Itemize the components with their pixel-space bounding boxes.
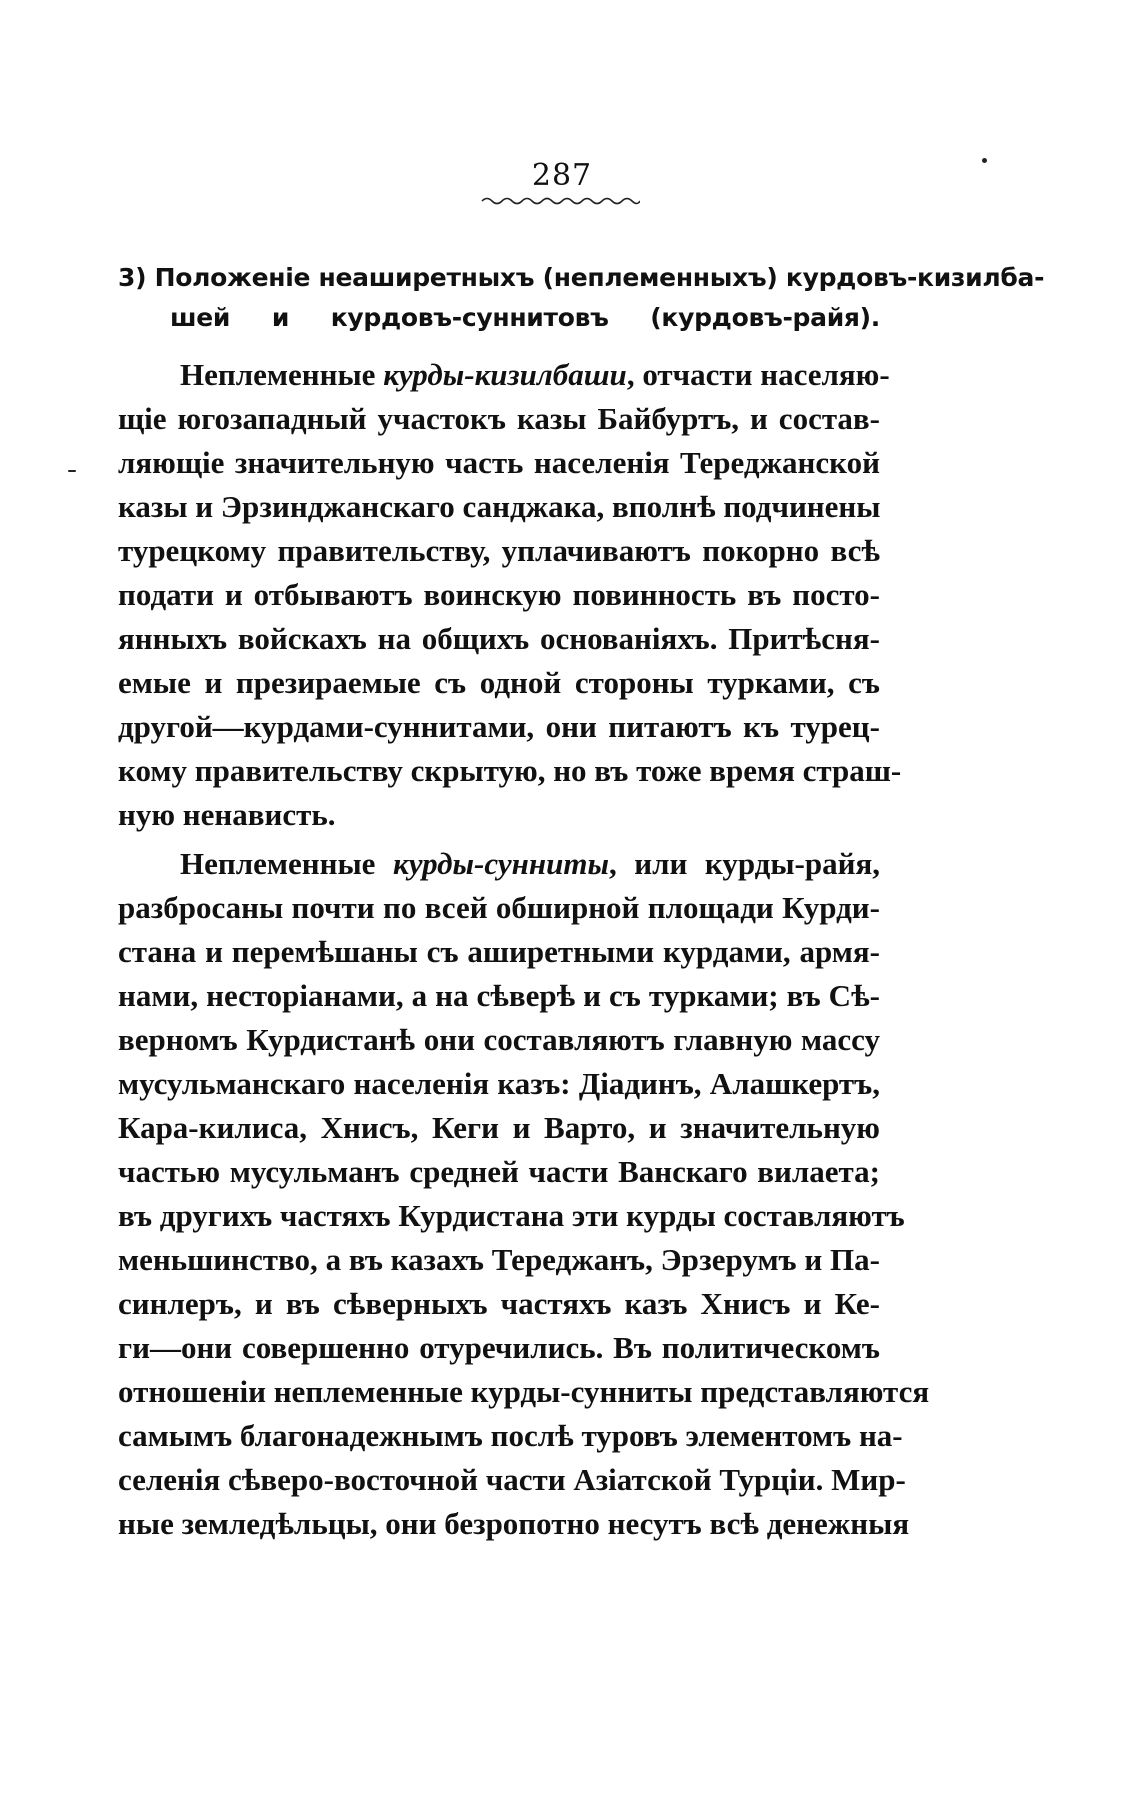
italic-term: курды-кизилбаши bbox=[383, 357, 627, 392]
text-line bbox=[118, 1282, 880, 1326]
text-line bbox=[118, 441, 880, 485]
text-run: синлеръ, и въ сѣверныхъ частяхъ казъ Хнисъ и Ке- bbox=[118, 1286, 880, 1321]
text-line bbox=[118, 1502, 910, 1546]
text-run: частью мусульманъ средней части Ванскаго вилаета; bbox=[118, 1154, 880, 1189]
text-line bbox=[118, 1414, 903, 1458]
text-line bbox=[118, 1194, 905, 1238]
text-run: верномъ Курдистанѣ они составляютъ главную массу bbox=[118, 1022, 880, 1057]
text-run: отношеніи неплеменные курды-сунниты представляются bbox=[118, 1374, 930, 1409]
paragraph bbox=[118, 353, 902, 837]
text-line bbox=[118, 842, 880, 886]
paragraph bbox=[118, 842, 930, 1546]
text-line bbox=[118, 353, 890, 397]
ornamental-rule-icon bbox=[480, 196, 640, 206]
text-run: ные земледѣльцы, они безропотно несутъ всѣ денежныя bbox=[118, 1506, 910, 1541]
text-line bbox=[118, 661, 880, 705]
heading-line-1: 3) Положеніе неаширетныхъ (неплеменныхъ) курдовъ-кизилба- bbox=[118, 263, 1045, 292]
italic-term: курды-сунниты bbox=[393, 846, 609, 881]
text-line bbox=[118, 1018, 880, 1062]
text-run: меньшинство, а въ казахъ Тереджанъ, Эрзерумъ и Па- bbox=[118, 1242, 880, 1277]
text-line bbox=[118, 1150, 880, 1194]
text-run: янныхъ войскахъ на общихъ основаніяхъ. Притѣсня- bbox=[118, 621, 880, 656]
text-line bbox=[118, 485, 880, 529]
text-run: щіе югозападный участокъ казы Байбуртъ, и состав- bbox=[118, 401, 880, 436]
text-run: турецкому правительству, уплачиваютъ покорно всѣ bbox=[118, 533, 880, 568]
text-run: другой—курдами-суннитами, они питаютъ къ турец- bbox=[118, 709, 880, 744]
text-line bbox=[118, 397, 880, 441]
text-line bbox=[118, 1062, 880, 1106]
text-run: разбросаны почти по всей обширной площади Курди- bbox=[118, 890, 880, 925]
text-line bbox=[118, 749, 902, 793]
text-line bbox=[118, 1326, 880, 1370]
text-run: казы и Эрзинджанскаго санджака, вполнѣ подчинены bbox=[118, 489, 881, 524]
page-number: 287 bbox=[531, 158, 593, 193]
text-line bbox=[118, 529, 880, 573]
text-line bbox=[118, 886, 880, 930]
heading-line-2: шей и курдовъ-суннитовъ (курдовъ-райя). bbox=[170, 303, 880, 332]
text-line bbox=[118, 705, 880, 749]
text-run: селенія сѣверо-восточной части Азіатской Турціи. Мир- bbox=[118, 1462, 906, 1497]
text-run: ги—они совершенно отуречились. Въ политическомъ bbox=[118, 1330, 880, 1365]
text-run: Неплеменные bbox=[180, 846, 393, 881]
text-run: , отчасти населяю- bbox=[626, 357, 890, 392]
text-line bbox=[118, 1458, 906, 1502]
text-run: въ другихъ частяхъ Курдистана эти курды составляютъ bbox=[118, 1198, 905, 1233]
text-line bbox=[118, 1238, 880, 1282]
text-run: емые и презираемые съ одной стороны турками, съ bbox=[118, 665, 880, 700]
text-line bbox=[118, 617, 880, 661]
text-run: нами, несторіанами, а на сѣверѣ и съ турками; въ Сѣ- bbox=[118, 978, 880, 1013]
text-run: ляющіе значительную часть населенія Тереджанской bbox=[118, 445, 880, 480]
text-run: , или курды-райя, bbox=[608, 846, 881, 881]
text-run: стана и перемѣшаны съ аширетными курдами, армя- bbox=[118, 934, 880, 969]
text-line bbox=[118, 974, 880, 1018]
print-speck bbox=[982, 158, 987, 163]
body-text bbox=[118, 353, 930, 1546]
text-line bbox=[118, 1106, 880, 1150]
text-line bbox=[118, 573, 880, 617]
print-speck bbox=[68, 470, 76, 472]
text-line bbox=[118, 793, 880, 837]
text-line bbox=[118, 1370, 930, 1414]
text-run: ную ненависть. bbox=[118, 797, 336, 832]
text-run: самымъ благонадежнымъ послѣ туровъ элементомъ на- bbox=[118, 1418, 903, 1453]
text-run: Кара-килиса, Хнисъ, Кеги и Варто, и значительную bbox=[118, 1110, 880, 1145]
text-line bbox=[118, 930, 880, 974]
text-run: подати и отбываютъ воинскую повинность въ посто- bbox=[118, 577, 880, 612]
text-run: кому правительству скрытую, но въ тоже время страш- bbox=[118, 753, 902, 788]
section-heading bbox=[118, 258, 1045, 338]
text-run: Неплеменные bbox=[180, 357, 384, 392]
text-run: мусульманскаго населенія казъ: Діадинъ, Алашкертъ, bbox=[118, 1066, 880, 1101]
